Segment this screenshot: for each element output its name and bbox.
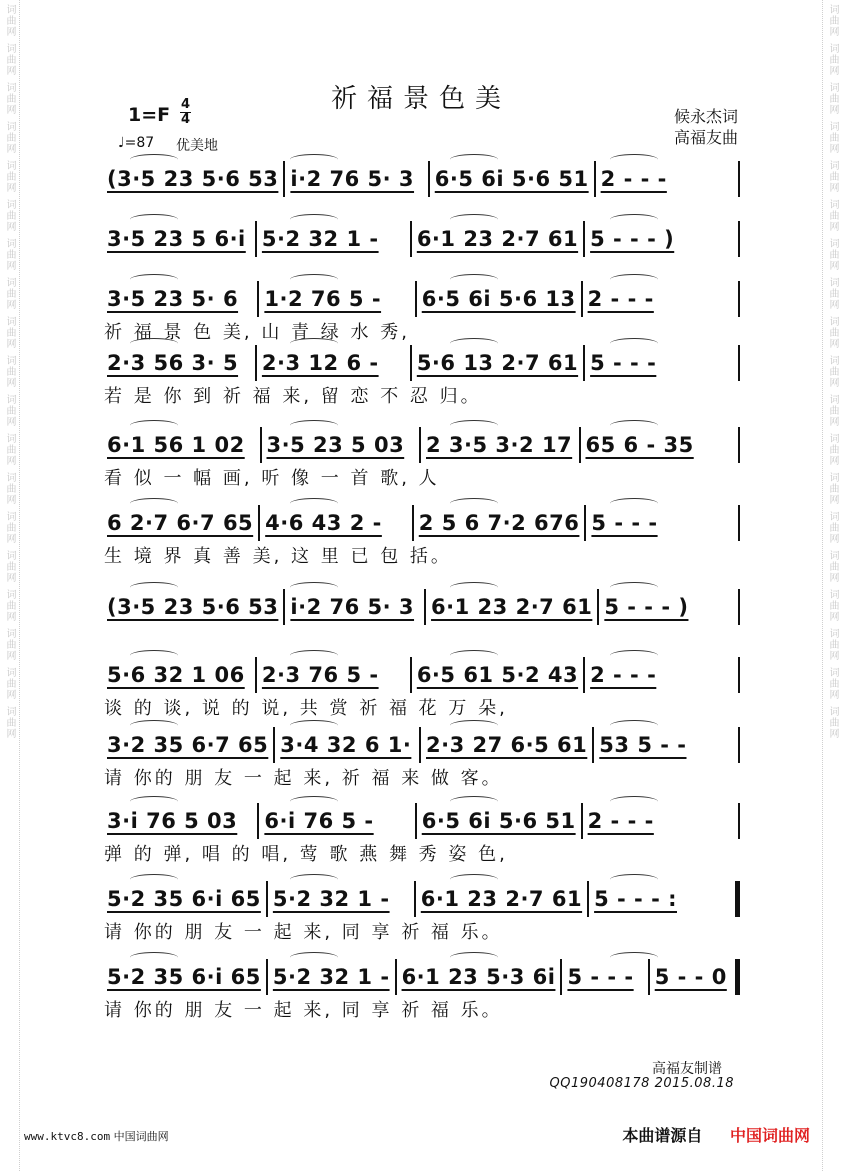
slur-mark <box>290 952 338 963</box>
slur-mark <box>610 874 658 885</box>
meter-top: 4 <box>180 97 191 112</box>
measure: 65 6 - 35 <box>585 433 694 457</box>
watermark-text: 词曲网 <box>4 82 15 115</box>
watermark-text: 词曲网 <box>827 199 838 232</box>
watermark-text: 词曲网 <box>827 433 838 466</box>
notation-line <box>100 224 740 254</box>
barline <box>738 803 740 839</box>
watermark-text: 词曲网 <box>827 4 838 37</box>
time-signature <box>180 98 191 127</box>
slur-mark <box>290 582 338 593</box>
score-system <box>100 718 740 789</box>
slur-mark <box>130 796 178 807</box>
slur-mark <box>450 338 498 349</box>
slur-mark <box>130 582 178 593</box>
slur-mark <box>610 952 658 963</box>
lyric-line: 谈 的 谈, 说 的 说, 共 赏 祈 福 花 万 朵, <box>104 698 508 719</box>
watermark-text: 词曲网 <box>827 589 838 622</box>
watermark-text: 词曲网 <box>4 511 15 544</box>
measure: 6·5 6i 5·6 51 <box>421 809 576 833</box>
barline <box>738 281 740 317</box>
watermark-text: 词曲网 <box>4 121 15 154</box>
notation-line <box>100 806 740 836</box>
watermark-text: 词曲网 <box>4 550 15 583</box>
lyric-line: 祈 福 景 色 美, 山 青 绿 水 秀, <box>104 322 410 343</box>
measure: 5·2 32 1 - <box>272 887 390 911</box>
slur-mark <box>290 338 338 349</box>
measure: 2·3 27 6·5 61 <box>426 733 588 757</box>
watermark-text: 词曲网 <box>827 238 838 271</box>
slur-mark <box>450 154 498 165</box>
barline <box>738 161 740 197</box>
footer-source-label: 本曲谱源自 <box>622 1126 703 1145</box>
score-system <box>100 152 740 216</box>
slur-mark <box>130 154 178 165</box>
measure: 4·6 43 2 - <box>265 511 382 535</box>
measure: 5 - - - <box>591 511 658 535</box>
footer-site-name[interactable]: 中国词曲网 <box>113 1130 169 1143</box>
watermark-text: 词曲网 <box>4 43 15 76</box>
meter-bottom: 4 <box>180 112 191 127</box>
notation-line <box>100 730 740 760</box>
lyric-line: 看 似 一 幅 画, 听 像 一 首 歌, 人 <box>104 468 440 489</box>
barline <box>738 427 740 463</box>
measure: 2·3 76 5 - <box>261 663 379 687</box>
watermark-text: 词曲网 <box>827 160 838 193</box>
watermark-text: 词曲网 <box>827 277 838 310</box>
slur-mark <box>290 214 338 225</box>
expression-marking: 优美地 <box>176 138 218 154</box>
slur-mark <box>290 154 338 165</box>
watermark-text: 词曲网 <box>827 706 838 739</box>
measure: 3·i 76 5 03 <box>107 809 238 833</box>
slur-mark <box>610 498 658 509</box>
notation-line <box>100 430 740 460</box>
watermark-text: 词曲网 <box>827 628 838 661</box>
barline <box>738 505 740 541</box>
slur-mark <box>450 582 498 593</box>
slur-mark <box>610 582 658 593</box>
watermark-text: 词曲网 <box>4 628 15 661</box>
watermark-text: 词曲网 <box>827 394 838 427</box>
tempo-marking: ♩=87 <box>118 135 155 151</box>
measure: 1·2 76 5 - <box>264 287 382 311</box>
lyric-line: 若 是 你 到 祈 福 来, 留 恋 不 忍 归。 <box>104 386 482 407</box>
watermark-text: 词曲网 <box>4 316 15 349</box>
measure: 2 5 6 7·2 676 <box>418 511 580 535</box>
key-signature: 1=F <box>128 104 171 126</box>
notation-line <box>100 508 740 538</box>
measure: 6·5 6i 5·6 13 <box>421 287 576 311</box>
watermark-text: 词曲网 <box>827 82 838 115</box>
slur-mark <box>450 214 498 225</box>
notation-line <box>100 348 740 378</box>
notation-line <box>100 660 740 690</box>
measure: 6 2·7 6·7 65 <box>107 511 254 535</box>
measure: 3·5 23 5· 6 <box>107 287 239 311</box>
measure: (3·5 23 5·6 53 <box>107 595 279 619</box>
lyricist: 候永杰词 <box>673 107 738 126</box>
measure: 53 5 - - <box>599 733 687 757</box>
score-system <box>100 212 740 276</box>
score-system <box>100 496 740 567</box>
watermark-text: 词曲网 <box>827 316 838 349</box>
measure: 6·i 76 5 - <box>264 809 374 833</box>
measure: 3·4 32 6 1· <box>280 733 412 757</box>
measure: 6·1 23 2·7 61 <box>416 227 579 251</box>
measure: 5 - - - <box>567 965 634 989</box>
slur-mark <box>610 214 658 225</box>
watermark-text: 词曲网 <box>827 667 838 700</box>
right-watermark-strip <box>822 0 842 1171</box>
watermark-text: 词曲网 <box>827 550 838 583</box>
measure: 5 - - - ) <box>604 595 689 619</box>
credits <box>674 106 738 148</box>
slur-mark <box>610 154 658 165</box>
watermark-text: 词曲网 <box>4 199 15 232</box>
score-system <box>100 648 740 719</box>
slur-mark <box>290 274 338 285</box>
barline <box>738 221 740 257</box>
slur-mark <box>610 796 658 807</box>
slur-mark <box>450 420 498 431</box>
watermark-text: 词曲网 <box>4 277 15 310</box>
barline <box>738 727 740 763</box>
watermark-text: 词曲网 <box>4 238 15 271</box>
slur-mark <box>450 952 498 963</box>
measure: 5·2 35 6·i 65 <box>107 965 261 989</box>
barline <box>735 881 740 917</box>
measure: i·2 76 5· 3 <box>290 595 415 619</box>
composer: 高福友曲 <box>673 128 738 147</box>
watermark-text: 词曲网 <box>827 121 838 154</box>
watermark-text: 词曲网 <box>4 589 15 622</box>
footer-site-url[interactable]: www.ktvc8.com <box>24 1130 111 1143</box>
barline <box>738 589 740 625</box>
measure: 6·5 6i 5·6 51 <box>434 167 589 191</box>
notation-line <box>100 284 740 314</box>
slur-mark <box>130 720 178 731</box>
slur-mark <box>130 214 178 225</box>
watermark-text: 词曲网 <box>4 706 15 739</box>
notation-line <box>100 962 740 992</box>
measure: 3·5 23 5 03 <box>266 433 405 457</box>
measure: 3·2 35 6·7 65 <box>107 733 269 757</box>
score-system <box>100 580 740 644</box>
measure: 5 - - - <box>590 351 657 375</box>
barline <box>738 657 740 693</box>
measure: 2·3 56 3· 5 <box>107 351 239 375</box>
watermark-text: 词曲网 <box>827 511 838 544</box>
notation-line <box>100 884 740 914</box>
slur-mark <box>450 650 498 661</box>
score-maker: 高福友制谱 <box>652 1061 722 1077</box>
left-watermark-strip <box>0 0 20 1171</box>
lyric-line: 请 你的 朋 友 一 起 来, 祈 福 来 做 客。 <box>104 768 503 789</box>
watermark-text: 词曲网 <box>4 160 15 193</box>
watermark-text: 词曲网 <box>4 355 15 388</box>
slur-mark <box>130 650 178 661</box>
barline <box>735 959 740 995</box>
measure: i·2 76 5· 3 <box>290 167 415 191</box>
slur-mark <box>130 952 178 963</box>
slur-mark <box>130 274 178 285</box>
score-date: QQ190408178 2015.08.18 <box>549 1076 734 1091</box>
watermark-text: 词曲网 <box>4 433 15 466</box>
measure: 2·3 12 6 - <box>261 351 379 375</box>
measure: 5·2 35 6·i 65 <box>107 887 261 911</box>
slur-mark <box>130 874 178 885</box>
slur-mark <box>610 274 658 285</box>
watermark-text: 词曲网 <box>4 667 15 700</box>
slur-mark <box>610 650 658 661</box>
measure: 2 - - - <box>587 287 654 311</box>
measure: 5 - - 0 <box>654 965 727 989</box>
footer-site[interactable] <box>24 1128 169 1144</box>
measure: 5·2 32 1 - <box>261 227 379 251</box>
watermark-text: 词曲网 <box>4 472 15 505</box>
measure: 2 - - - <box>590 663 657 687</box>
slur-mark <box>290 650 338 661</box>
notation-line <box>100 164 740 194</box>
slur-mark <box>450 498 498 509</box>
score-system <box>100 794 740 865</box>
measure: 2 3·5 3·2 17 <box>426 433 573 457</box>
measure: 3·5 23 5 6·i <box>107 227 246 251</box>
notation-line <box>100 592 740 622</box>
measure: 5·6 32 1 06 <box>107 663 245 687</box>
measure: 6·1 23 2·7 61 <box>431 595 593 619</box>
footer-source[interactable] <box>622 1123 810 1146</box>
score-system <box>100 418 740 489</box>
slur-mark <box>290 874 338 885</box>
slur-mark <box>450 720 498 731</box>
footer-source-brand[interactable]: 中国词曲网 <box>729 1126 810 1145</box>
measure: 6·1 23 2·7 61 <box>420 887 583 911</box>
slur-mark <box>610 420 658 431</box>
watermark-text: 词曲网 <box>4 4 15 37</box>
measure: 2 - - - <box>600 167 667 191</box>
slur-mark <box>130 498 178 509</box>
measure: 2 - - - <box>587 809 654 833</box>
measure: 5·2 32 1 - <box>272 965 390 989</box>
lyric-line: 弹 的 弹, 唱 的 唱, 莺 歌 燕 舞 秀 姿 色, <box>104 844 508 865</box>
measure: (3·5 23 5·6 53 <box>107 167 279 191</box>
measure: 6·5 61 5·2 43 <box>416 663 579 687</box>
slur-mark <box>610 720 658 731</box>
slur-mark <box>290 796 338 807</box>
slur-mark <box>290 420 338 431</box>
song-title: 祈福景色美 <box>330 84 511 114</box>
measure: 6·1 23 5·3 6i <box>401 965 556 989</box>
measure: 5 - - - : <box>594 887 677 911</box>
slur-mark <box>450 274 498 285</box>
watermark-text: 词曲网 <box>827 43 838 76</box>
slur-mark <box>450 874 498 885</box>
lyric-line: 生 境 界 真 善 美, 这 里 已 包 括。 <box>104 546 452 567</box>
watermark-text: 词曲网 <box>827 355 838 388</box>
measure: 5 - - - ) <box>590 227 675 251</box>
slur-mark <box>130 338 178 349</box>
score-system <box>100 336 740 407</box>
slur-mark <box>450 796 498 807</box>
slur-mark <box>130 420 178 431</box>
score-system <box>100 872 740 943</box>
score-system <box>100 272 740 343</box>
slur-mark <box>610 338 658 349</box>
score-system <box>100 950 740 1021</box>
barline <box>738 345 740 381</box>
lyric-line: 请 你的 朋 友 一 起 来, 同 享 祈 福 乐。 <box>104 1000 503 1021</box>
measure: 6·1 56 1 02 <box>107 433 245 457</box>
watermark-text: 词曲网 <box>4 394 15 427</box>
watermark-text: 词曲网 <box>827 472 838 505</box>
slur-mark <box>290 720 338 731</box>
lyric-line: 请 你的 朋 友 一 起 来, 同 享 祈 福 乐。 <box>104 922 503 943</box>
measure: 5·6 13 2·7 61 <box>416 351 579 375</box>
slur-mark <box>290 498 338 509</box>
